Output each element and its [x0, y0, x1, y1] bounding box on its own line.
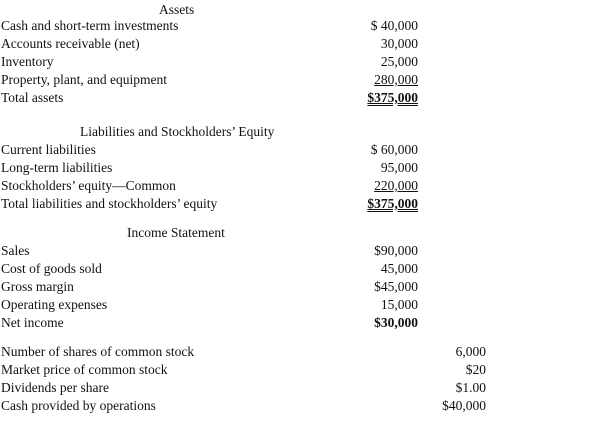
row-label: Property, plant, and equipment — [1, 72, 167, 87]
row-label: Market price of common stock — [1, 362, 168, 377]
row-amount: 15,000 — [380, 297, 418, 312]
row-label: Inventory — [1, 54, 54, 69]
row-amount: 280,000 — [374, 72, 418, 87]
row-label: Operating expenses — [1, 297, 108, 312]
table-row — [0, 53, 600, 71]
table-row — [0, 71, 600, 89]
row-amount: 95,000 — [380, 160, 418, 175]
liabilities-heading: Liabilities and Stockholders’ Equity — [80, 124, 275, 139]
row-amount: 30,000 — [380, 36, 418, 51]
table-row — [0, 141, 600, 159]
row-value: 6,000 — [455, 344, 486, 359]
row-amount: $90,000 — [374, 243, 418, 258]
row-value: $1.00 — [455, 380, 486, 395]
total-label: Net income — [1, 315, 64, 330]
row-label: Stockholders’ equity—Common — [1, 178, 176, 193]
table-row — [0, 177, 600, 195]
row-label: Accounts receivable (net) — [1, 36, 140, 51]
row-label: Dividends per share — [1, 380, 109, 395]
total-label: Total liabilities and stockholders’ equity — [1, 196, 218, 211]
table-row — [0, 278, 600, 296]
row-label: Current liabilities — [1, 142, 96, 157]
row-amount: 25,000 — [380, 54, 418, 69]
total-label: Total assets — [1, 90, 64, 105]
row-amount: 220,000 — [374, 178, 418, 193]
total-amount: $375,000 — [367, 90, 418, 105]
income-heading: Income Statement — [127, 225, 225, 240]
table-row — [0, 159, 600, 177]
total-row — [0, 314, 600, 332]
table-row — [0, 343, 600, 361]
row-amount: $ 60,000 — [370, 142, 418, 157]
row-label: Cash and short-term investments — [1, 18, 179, 33]
total-row — [0, 89, 600, 107]
assets-heading: Assets — [159, 2, 195, 17]
row-label: Gross margin — [1, 279, 74, 294]
total-row — [0, 195, 600, 213]
row-label: Number of shares of common stock — [1, 344, 195, 359]
row-label: Cost of goods sold — [1, 261, 102, 276]
row-label: Sales — [1, 243, 30, 258]
row-label: Long-term liabilities — [1, 160, 113, 175]
row-amount: $45,000 — [374, 279, 418, 294]
table-row — [0, 296, 600, 314]
total-amount: $375,000 — [367, 196, 418, 211]
row-value: $20 — [465, 362, 486, 377]
table-row — [0, 397, 600, 415]
row-amount: 45,000 — [380, 261, 418, 276]
row-amount: $ 40,000 — [370, 18, 418, 33]
row-label: Cash provided by operations — [1, 398, 156, 413]
table-row — [0, 379, 600, 397]
table-row — [0, 260, 600, 278]
table-row — [0, 361, 600, 379]
table-row — [0, 17, 600, 35]
row-value: $40,000 — [442, 398, 486, 413]
table-row — [0, 35, 600, 53]
total-amount: $30,000 — [374, 315, 418, 330]
table-row — [0, 242, 600, 260]
